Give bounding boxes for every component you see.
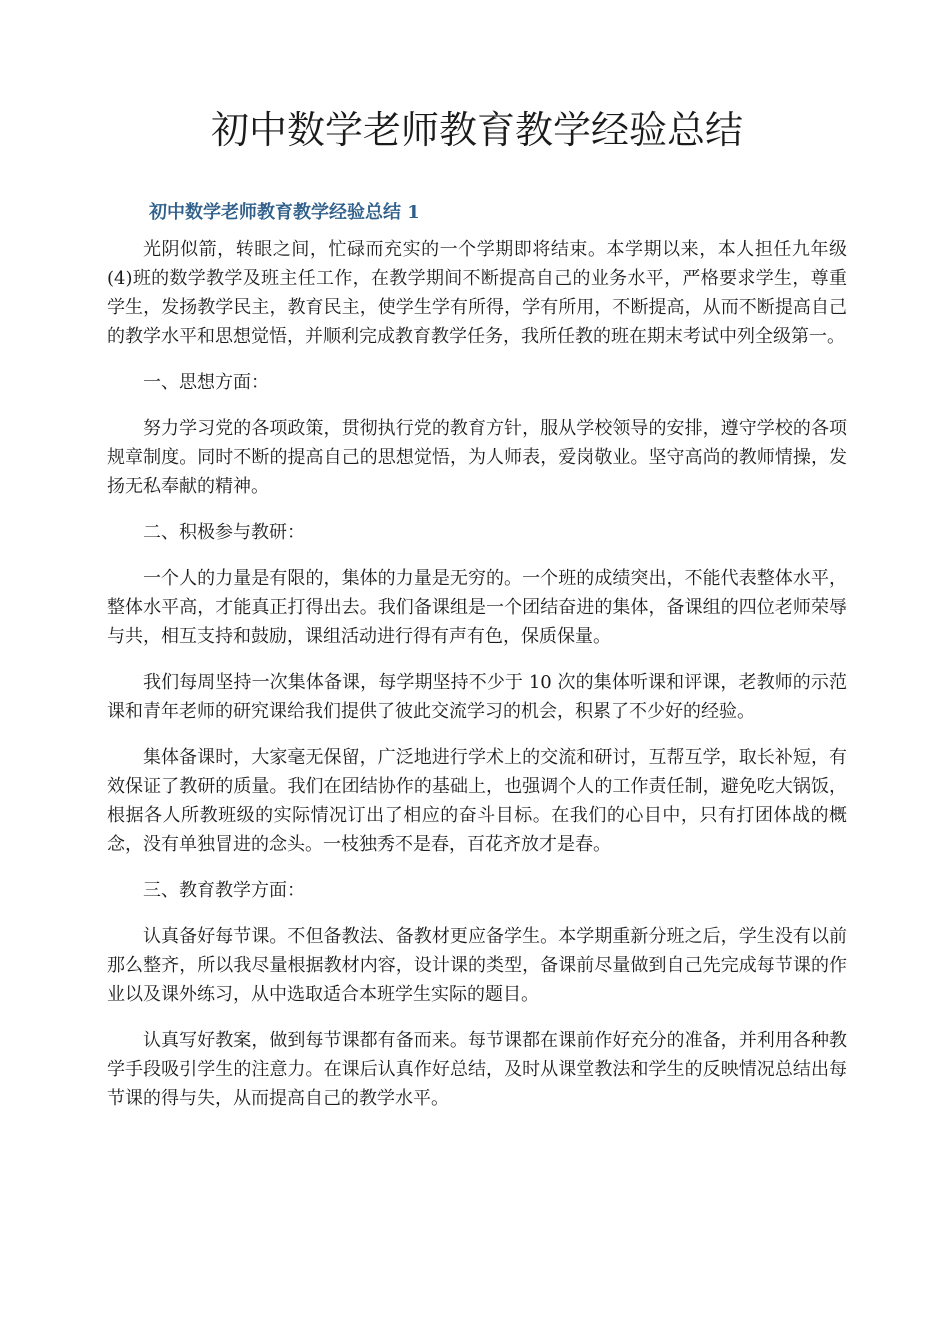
heading-ideology: 一、思想方面： xyxy=(143,372,269,393)
paragraph-weekly-prep: 我们每周坚持一次集体备课，每学期坚持不少于 10 次的集体听课和评课，老教师的示范课和青年老师的研究课给我们提供了彼此交流学习的机会，积累了不少好的经验。 xyxy=(107,672,847,722)
document-body xyxy=(107,235,847,1130)
paragraph-research-team: 一个人的力量是有限的，集体的力量是无穷的。一个班的成绩突出，不能代表整体水平，整体水平高，才能真正打得出去。我们备课组是一个团结奋进的集体，备课组的四位老师荣辱与共，相互支持和鼓励，课组活动进行得有声有色，保质保量。 xyxy=(107,568,847,647)
paragraph-ideology: 努力学习党的各项政策，贯彻执行党的教育方针，服从学校领导的安排，遵守学校的各项规章制度。同时不断的提高自己的思想觉悟，为人师表，爱岗敬业。坚守高尚的教师情操，发扬无私奉献的精神。 xyxy=(107,418,847,497)
paragraph-lesson-prep: 认真备好每节课。不但备教法、备教材更应备学生。本学期重新分班之后，学生没有以前那么整齐，所以我尽量根据教材内容，设计课的类型，备课前尽量做到自己先完成每节课的作业以及课外练习，从中选取适合本班学生实际的题目。 xyxy=(107,926,847,1005)
section-subtitle: 初中数学老师教育教学经验总结 1 xyxy=(149,202,420,223)
heading-teaching: 三、教育教学方面： xyxy=(143,880,305,901)
heading-research: 二、积极参与教研： xyxy=(143,522,305,543)
paragraph-intro: 光阴似箭，转眼之间，忙碌而充实的一个学期即将结束。本学期以来，本人担任九年级(4)班的数学教学及班主任工作，在教学期间不断提高自己的业务水平，严格要求学生，尊重学生，发扬教学民主，教育民主，使学生学有所得，学有所用，不断提高，从而不断提高自己的教学水平和思想觉悟，并顺利完成教育教学任务，我所任教的班在期末考试中列全级第一。 xyxy=(107,239,847,347)
document-title: 初中数学老师教育教学经验总结 xyxy=(210,108,743,152)
paragraph-lesson-plan: 认真写好教案，做到每节课都有备而来。每节课都在课前作好充分的准备，并利用各种教学手段吸引学生的注意力。在课后认真作好总结，及时从课堂教法和学生的反映情况总结出每节课的得与失，从而提高自己的教学水平。 xyxy=(107,1030,847,1109)
paragraph-group-prep: 集体备课时，大家毫无保留，广泛地进行学术上的交流和研讨，互帮互学，取长补短，有效保证了教研的质量。我们在团结协作的基础上，也强调个人的工作责任制，避免吃大锅饭，根据各人所教班级的实际情况订出了相应的奋斗目标。在我们的心目中，只有打团体战的概念，没有单独冒进的念头。一枝独秀不是春，百花齐放才是春。 xyxy=(107,747,847,855)
